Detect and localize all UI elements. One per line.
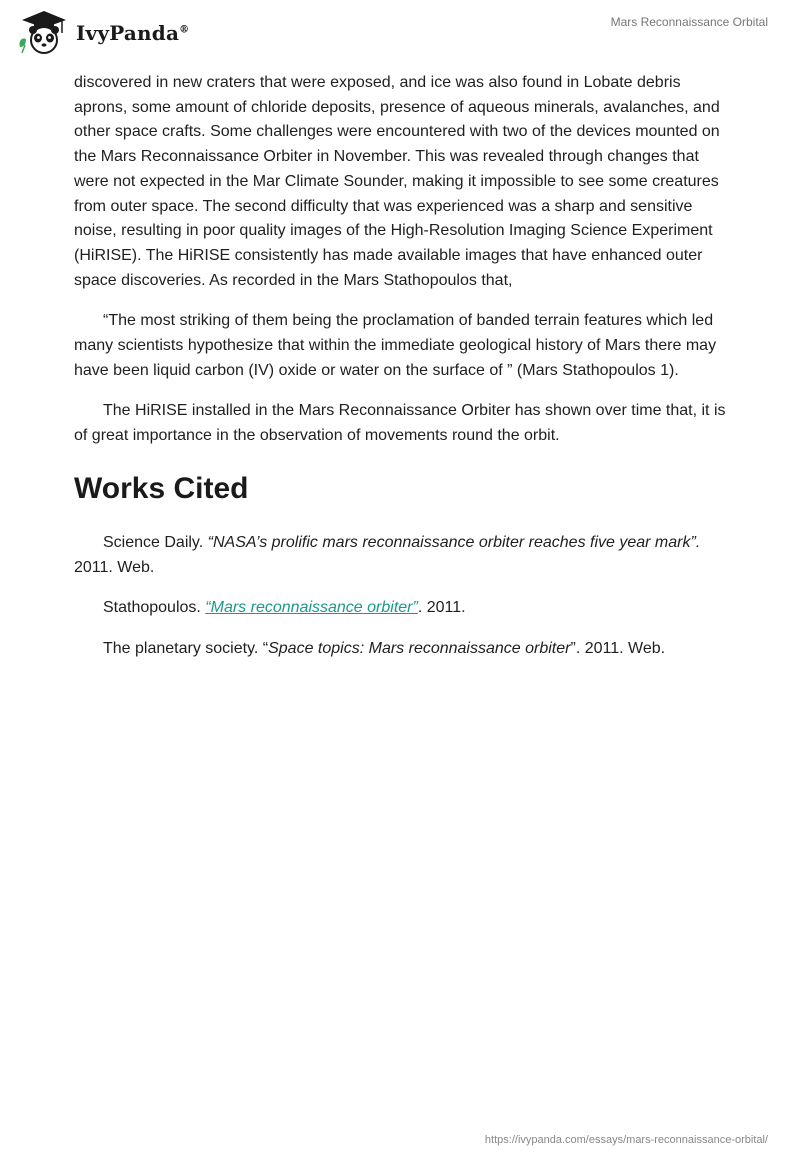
logo-text: IvyPanda® xyxy=(76,21,190,45)
citation-author: Stathopoulos. xyxy=(103,599,206,617)
body-paragraph: The HiRISE installed in the Mars Reconnaissance Orbiter has shown over time that, it is of great importance in the observation of movements round the orbit. xyxy=(74,402,726,445)
document-title: Mars Reconnaissance Orbital xyxy=(610,15,768,29)
citation-entry xyxy=(74,637,734,662)
citation-details: 2011. Web. xyxy=(74,558,155,576)
citation-details: . 2011. xyxy=(417,599,466,617)
block-quote: “The most striking of them being the proclamation of banded terrain features which led many scientists hypothesize that within the immediate geological history of Mars there may have been liquid carbon (IV) oxide or water on the surface of ” (Mars Stathopoulos 1). xyxy=(74,312,717,379)
citation-entry xyxy=(74,596,734,621)
source-url[interactable]: https://ivypanda.com/essays/mars-reconnaissance-orbital/ xyxy=(484,1134,768,1146)
citation-title: Space topics: Mars reconnaissance orbiter xyxy=(268,639,571,657)
works-cited-heading: Works Cited xyxy=(74,471,249,505)
citation-entry xyxy=(74,531,734,580)
citation-details: ”. 2011. Web. xyxy=(570,639,666,657)
citation-title: “NASA’s prolific mars reconnaissance orbiter reaches five year mark”. xyxy=(207,533,701,551)
citation-author: The planetary society. “ xyxy=(103,639,269,657)
citation-author: Science Daily. xyxy=(103,533,208,551)
panda-graduate-icon xyxy=(16,9,72,57)
ivypanda-logo[interactable] xyxy=(16,9,196,57)
body-paragraph: discovered in new craters that were exposed, and ice was also found in Lobate debris aprons, some amount of chloride deposits, presence of aqueous minerals, avalanches, and other space crafts. Some challenges were encountered with two of the devices mounted on the Mars Reconnaissance Orbiter in November. This was revealed through changes that were not expected in the Mar Climate Sounder, making it impossible to see some creatures from outer space. The second difficulty that was experienced was a sharp and sensitive noise, resulting in poor quality images of the High-Resolution Imaging Science Experiment (HiRISE). The HiRISE consistently has made available images that have enhanced outer space discoveries. As recorded in the Mars Stathopoulos that, xyxy=(74,74,720,289)
citation-link[interactable]: “Mars reconnaissance orbiter” xyxy=(205,599,418,617)
essay-content xyxy=(74,71,734,678)
page-header xyxy=(0,0,800,66)
